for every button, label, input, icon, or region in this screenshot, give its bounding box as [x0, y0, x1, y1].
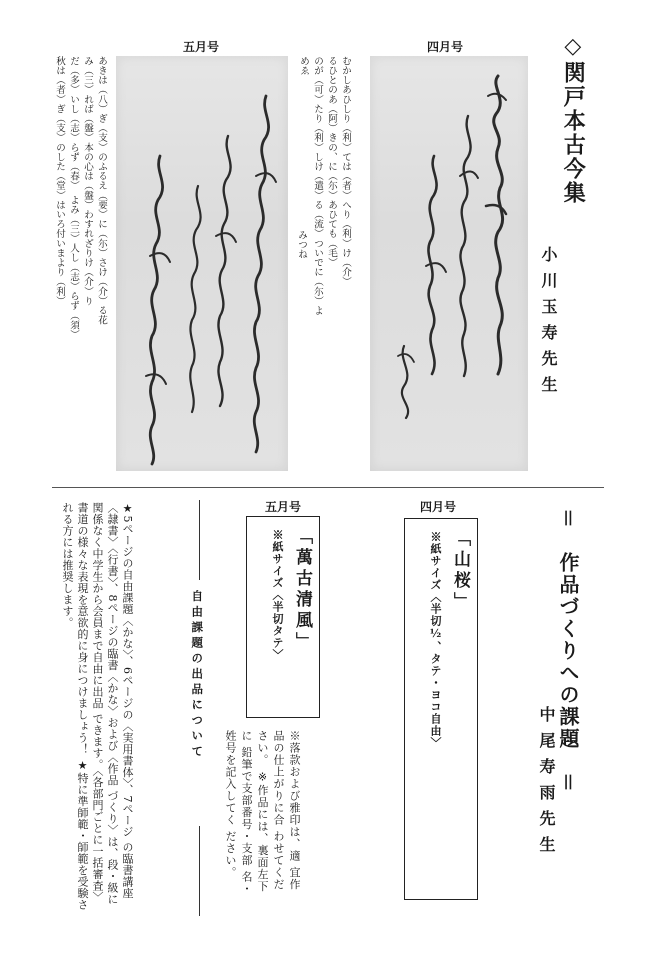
- free-line: づくり〉は、段・級に関係なく中学生から会員まで自由に出品: [91, 502, 119, 905]
- free-line: ★特に準師範・師範を受験される方には推奨します。: [61, 502, 89, 911]
- may-calligraphy-image: [116, 56, 288, 471]
- april-calligraphy-image: [370, 56, 528, 471]
- note-line: ※落款および雅印は、適: [288, 730, 301, 862]
- brush-strokes-icon: [370, 56, 528, 471]
- note-line: 宜作品の仕上がりに合: [272, 730, 301, 891]
- free-line: できます。〈各部門ごとに一括審査〉: [91, 713, 104, 903]
- series-title: ◇関戸本古今集: [560, 34, 586, 205]
- transcript-line: のが（可）たり（利）しけ（遣）る（流）ついでに（尓）よ: [312, 56, 323, 316]
- may-assign-label: 五月号: [264, 500, 301, 514]
- april-author: みつね: [296, 230, 307, 259]
- brush-strokes-icon: [116, 56, 288, 471]
- free-section-body: [60, 502, 135, 912]
- may-label: 五月号: [182, 40, 219, 54]
- may-transcript: [52, 56, 108, 340]
- transcript-line: あきは（八）ぎ（支）のふるえ（要）に（尓）さけ（介）る花: [96, 56, 107, 325]
- transcript-line: だ（多）いし（志）らず（春） よみ（三）人し（志）らず（須）: [68, 56, 79, 340]
- free-heading-rule-bottom: [199, 826, 200, 916]
- note-line: 鉛筆で支部番号・支部: [240, 746, 253, 867]
- note-line: ださい。: [224, 830, 237, 879]
- teacher-name: 小川玉寿先生: [539, 246, 558, 402]
- may-assignment-box: [246, 516, 320, 718]
- submission-notes: [222, 730, 302, 900]
- free-line: の臨書講座〈隷書〉〈行書〉、8ページの臨書〈かな〉および〈作品: [106, 502, 134, 899]
- free-line: 書道の様々な表現を意欲的に身につけましょう！: [76, 502, 89, 755]
- april-label: 四月号: [426, 40, 463, 54]
- april-assign-label: 四月号: [419, 500, 456, 514]
- free-heading-rule-top: [199, 500, 200, 580]
- note-line: 名・姓号を記入してく: [224, 730, 253, 895]
- assignment-teacher: 中尾寿雨先生: [537, 706, 556, 862]
- free-section-heading: 自由課題の出品について: [190, 590, 205, 761]
- note-line: わせてください。: [256, 730, 285, 891]
- transcript-line: るひとのあ（阿）きの、に（尓）あひても（毛）: [326, 56, 337, 268]
- transcript-line: むかしあひしり（利）ては（者）へり（利）け（介）: [340, 56, 351, 287]
- transcript-line: 秋は（者）ぎ（支）のした（堂）はいろ付いまより（利）: [54, 56, 65, 306]
- free-line: ★5ページの自由課題〈かな〉、6ページの〈実用書体〉、7ページ: [121, 502, 134, 838]
- assignment-heading: ＝ 作品づくりへの課題 ＝: [556, 508, 580, 794]
- april-title: 「山桜」: [450, 529, 470, 613]
- may-title: 「萬古清風」: [292, 527, 312, 653]
- note-line: ※作品には、裏面左下に: [240, 730, 269, 893]
- april-paper-size: ※紙サイズ〈半切½、タテ・ヨコ自由〉: [429, 531, 442, 749]
- may-paper-size: ※紙サイズ〈半切タテ〉: [271, 529, 284, 661]
- april-assignment-box: [404, 518, 478, 900]
- transcript-line: み（三）れば（盤）本の心は（盤）わすれざりけ（介）り: [82, 56, 93, 306]
- transcript-line: めゑ: [298, 56, 309, 76]
- section-divider: [52, 487, 604, 488]
